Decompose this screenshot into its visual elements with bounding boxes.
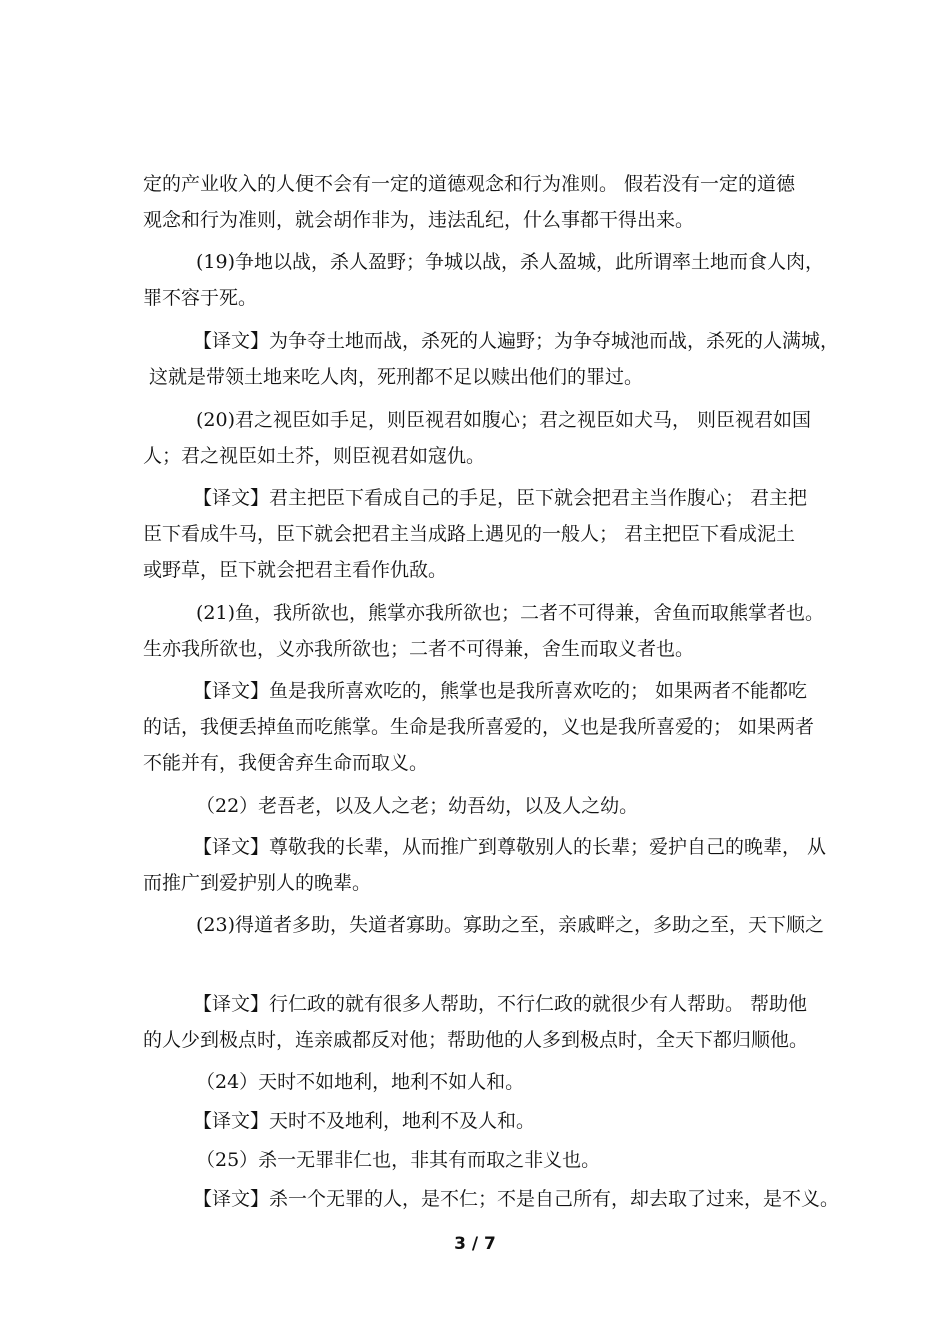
text-line: 或野草，臣下就会把君主看作仇敌。 [143, 559, 448, 581]
text-line: 【译文】君主把臣下看成自己的手足，臣下就会把君主当作腹心； 君主把 [193, 487, 808, 509]
text-line: 【译文】天时不及地利，地利不及人和。 [193, 1110, 536, 1132]
text-line: （24）天时不如地利，地利不如人和。 [196, 1071, 525, 1093]
text-line: 【译文】为争夺土地而战，杀死的人遍野；为争夺城池而战，杀死的人满城， [193, 330, 840, 352]
text-line: 这就是带领土地来吃人肉，死刑都不足以赎出他们的罪过。 [149, 366, 644, 388]
text-line: 定的产业收入的人便不会有一定的道德观念和行为准则。 假若没有一定的道德 [143, 173, 796, 195]
text-line: 的话，我便丢掉鱼而吃熊掌。生命是我所喜爱的，义也是我所喜爱的； 如果两者 [143, 716, 815, 738]
text-line: 的人少到极点时，连亲戚都反对他；帮助他的人多到极点时，全天下都归顺他。 [143, 1029, 809, 1051]
text-line: 【译文】行仁政的就有很多人帮助，不行仁政的就很少有人帮助。 帮助他 [193, 993, 808, 1015]
text-line: （22）老吾老，以及人之老；幼吾幼，以及人之幼。 [196, 795, 639, 817]
text-line: 【译文】尊敬我的长辈，从而推广到尊敬别人的长辈；爱护自己的晚辈， 从 [193, 836, 827, 858]
text-line: 生亦我所欲也，义亦我所欲也；二者不可得兼，舍生而取义者也。 [143, 638, 695, 660]
text-line: (21)鱼，我所欲也，熊掌亦我所欲也；二者不可得兼，舍鱼而取熊掌者也。 [196, 602, 825, 624]
text-line: 人；君之视臣如土芥，则臣视君如寇仇。 [143, 445, 486, 467]
text-line: 【译文】鱼是我所喜欢吃的，熊掌也是我所喜欢吃的； 如果两者不能都吃 [193, 680, 808, 702]
text-line: （25）杀一无罪非仁也，非其有而取之非义也。 [196, 1149, 601, 1171]
text-line: (19)争地以战，杀人盈野；争城以战，杀人盈城，此所谓率土地而食人肉， [196, 251, 825, 273]
text-line: 观念和行为准则，就会胡作非为，违法乱纪，什么事都干得出来。 [143, 209, 695, 231]
text-line: 而推广到爱护别人的晚辈。 [143, 872, 372, 894]
text-line: 不能并有，我便舍弃生命而取义。 [143, 752, 429, 774]
text-line: (20)君之视臣如手足，则臣视君如腹心；君之视臣如犬马， 则臣视君如国 [196, 409, 812, 431]
text-line: (23)得道者多助，失道者寡助。寡助之至，亲戚畔之，多助之至，天下顺之 [196, 914, 825, 936]
text-line: 臣下看成牛马，臣下就会把君主当成路上遇见的一般人； 君主把臣下看成泥土 [143, 523, 796, 545]
text-line: 【译文】杀一个无罪的人，是不仁；不是自己所有，却去取了过来，是不义。 [193, 1188, 840, 1210]
page-number: 3 / 7 [454, 1234, 496, 1254]
text-line: 罪不容于死。 [143, 287, 258, 309]
